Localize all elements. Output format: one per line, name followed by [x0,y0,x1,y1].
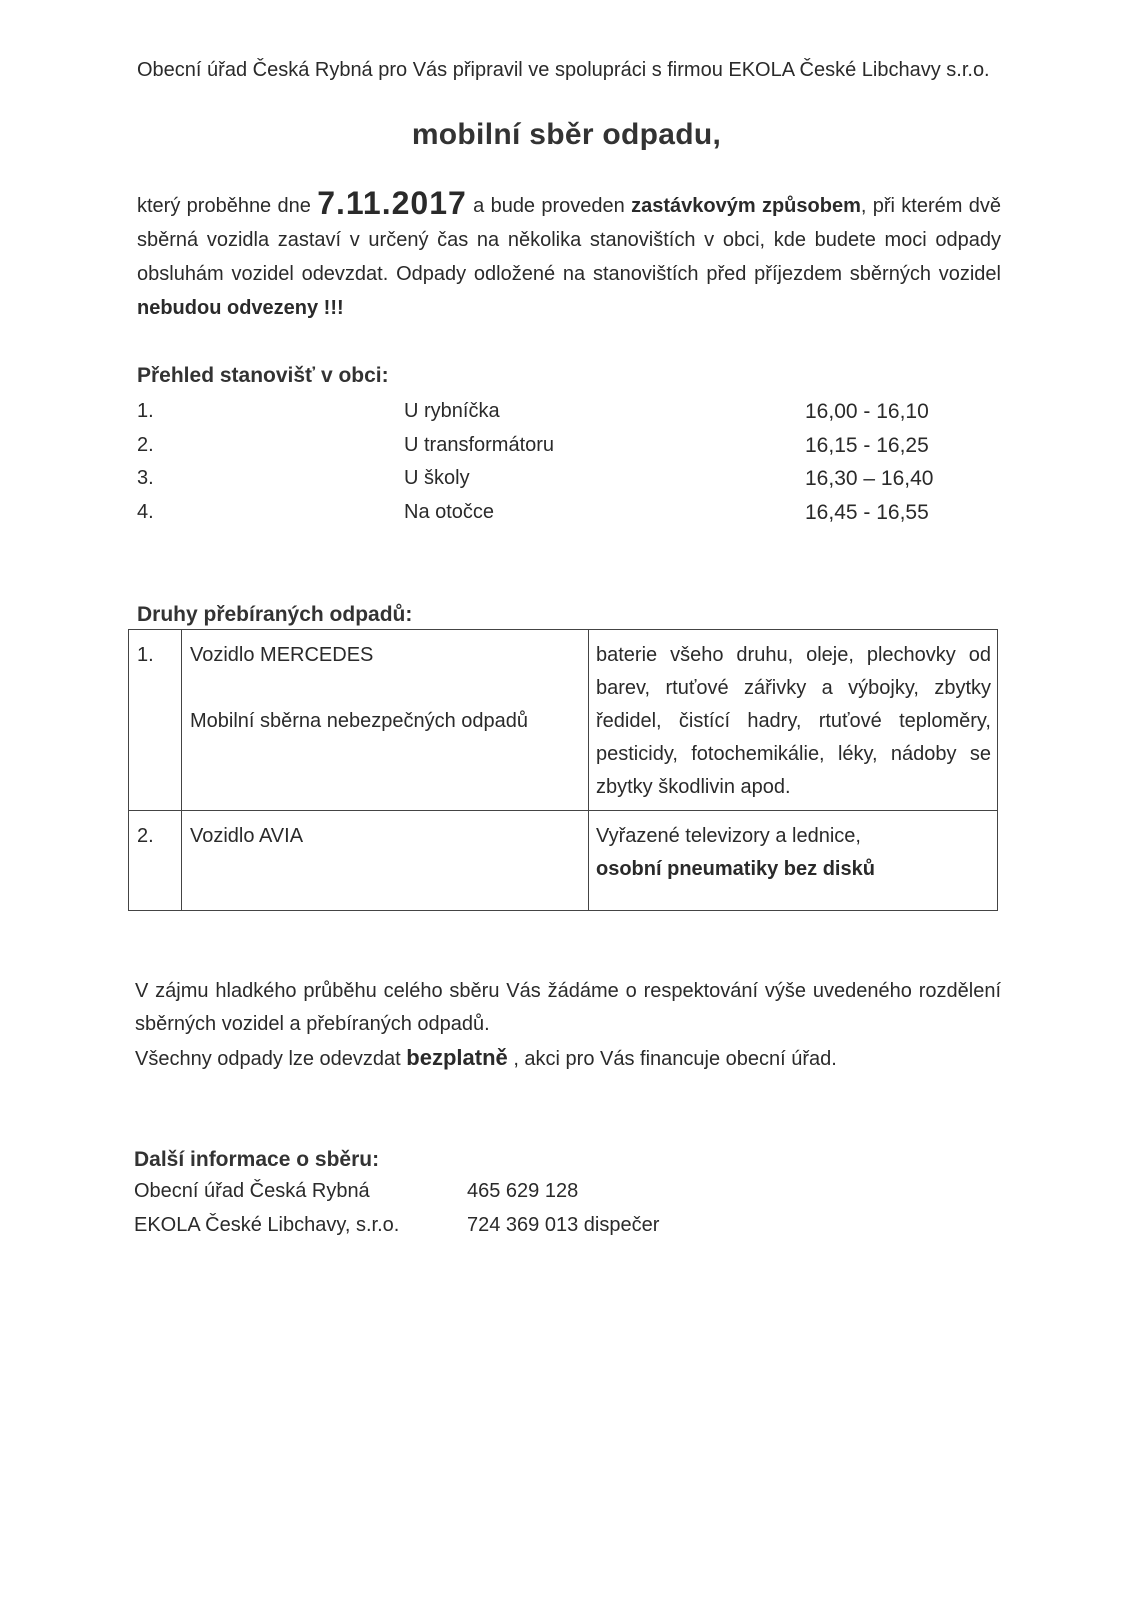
contact-name: EKOLA České Libchavy, s.r.o. [134,1214,400,1236]
waste-items: Vyřazené televizory a lednice, [596,825,861,847]
notice-text-1: který proběhne dne [137,195,318,217]
stop-time: 16,30 – 16,40 [805,467,934,490]
vehicle-note: Mobilní sběrna nebezpečných odpadů [190,710,529,732]
warning-text: nebudou odvezeny !!! [137,297,344,319]
table-row [129,630,998,811]
waste-table [128,629,998,911]
collection-method: zastávkovým způsobem [631,195,861,217]
list-item [137,430,957,464]
list-item [137,396,957,430]
contact-phone: 724 369 013 dispečer [467,1214,660,1236]
closing-text-3: , akci pro Vás financuje obecní úřad. [507,1048,837,1070]
collection-date: 7.11.2017 [317,185,467,221]
contact-phone: 465 629 128 [467,1180,579,1202]
closing-text-2: Všechny odpady lze odevzdat [135,1048,407,1070]
stop-time: 16,15 - 16,25 [805,433,929,457]
stop-number: 1. [137,400,154,422]
stop-number: 4. [137,500,154,523]
table-cell-number: 1. [129,630,182,811]
stops-heading: Přehled stanovišť v obci: [137,364,389,387]
table-row [129,811,998,911]
free-of-charge: bezplatně [406,1045,508,1070]
waste-heading: Druhy přebíraných odpadů: [137,603,413,626]
contacts-heading: Další informace o sběru: [134,1148,380,1171]
stop-number: 2. [137,433,154,456]
list-item [134,1180,834,1214]
list-item [137,463,957,497]
stop-number: 3. [137,467,154,489]
table-cell-vehicle [182,811,589,911]
notice-paragraph [137,186,1001,325]
stop-time: 16,45 - 16,55 [805,500,929,524]
table-cell-vehicle [182,630,589,811]
document-title: mobilní sběr odpadu, [411,118,722,151]
closing-text-1: V zájmu hladkého průběhu celého sběru Vás žádáme o respektování výše uvedeného rozdělení sběrných vozidel a přebíraných odpadů. [135,980,1001,1035]
intro-paragraph: Obecní úřad Česká Rybná pro Vás připravil ve spolupráci s firmou EKOLA České Libchavy s.r.o. [137,59,990,81]
waste-items: baterie všeho druhu, oleje, plechovky od barev, rtuťové zářivky a výbojky, zbytky ředidel, čistící hadry, rtuťové teploměry, pesticidy, fotochemikálie, léky, nádoby se zbytky škodlivin apod. [596,644,991,798]
vehicle-name: Vozidlo AVIA [190,825,304,847]
contacts-list [134,1180,834,1248]
stop-place: U transformátoru [404,433,555,456]
stop-place: U rybníčka [404,400,500,422]
notice-text-2: a bude proveden [466,195,632,217]
stops-list [137,396,957,530]
table-cell-items [589,811,998,911]
stop-place: Na otočce [404,500,495,523]
stop-time: 16,00 - 16,10 [805,400,929,423]
waste-items-bold: osobní pneumatiky bez disků [596,858,875,880]
closing-paragraph [135,975,1001,1076]
table-cell-items [589,630,998,811]
contact-name: Obecní úřad Česká Rybná [134,1180,370,1202]
list-item [137,497,957,531]
notice-text-3: , při kterém dvě sběrná vozidla zastaví v určený čas na několika stanovištích v obci, kde budete moci odpady obsluhám vozidel odevzdat. Odpady odložené na stanovištích před příjezdem sběrných vozidel [137,195,1001,285]
table-cell-number: 2. [129,811,182,911]
vehicle-name: Vozidlo MERCEDES [190,644,374,666]
stop-place: U školy [404,467,470,489]
list-item [134,1214,834,1248]
